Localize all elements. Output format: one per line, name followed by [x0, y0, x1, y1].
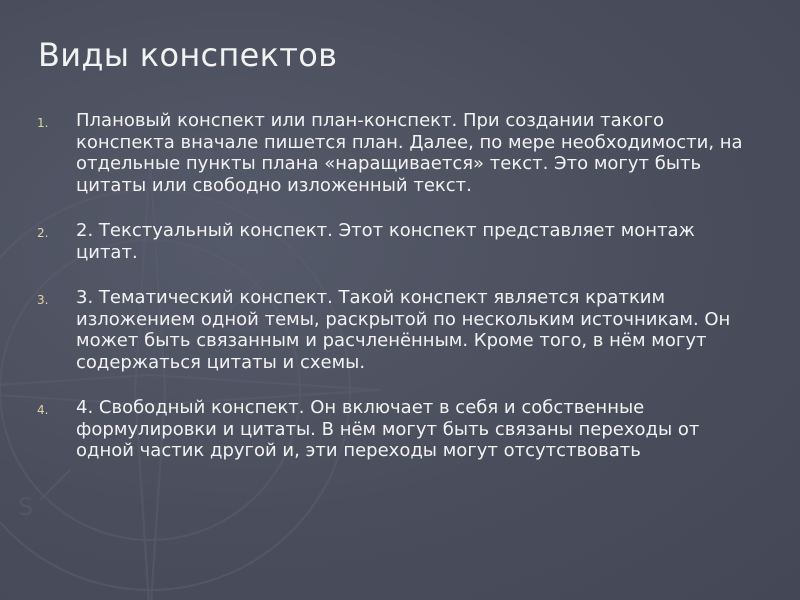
list-item-text: 4. Свободный конспект. Он включает в себя и собственные формулировки и цитаты. В нём могут быть связаны переходы от одной частик другой и, эти переходы могут отсутствовать: [76, 397, 700, 461]
list-item-text: 2. Текстуальный конспект. Этот конспект представляет монтаж цитат.: [76, 220, 695, 263]
svg-text:S: S: [18, 493, 34, 521]
list-item-number: 3.: [37, 293, 49, 307]
list-item-number: 4.: [37, 403, 49, 417]
list-item-text: 3. Тематический конспект. Такой конспект является кратким изложением одной темы, раскрытой по нескольким источникам. Он может быть связанным и расчленённым. Кроме того, в нём могут содержаться цитаты и схемы.: [76, 287, 731, 373]
list-item: [0, 110, 800, 196]
list-item-number: 1.: [37, 116, 49, 130]
content-list: [0, 110, 800, 462]
list-item-text: Плановый конспект или план-конспект. При создании такого конспекта вначале пишется план. Далее, по мере необходимости, на отдельные пункты плана «наращивается» текст. Это могут быть цитаты или свободно изложенный текст.: [76, 110, 743, 196]
list-item-number: 2.: [37, 226, 49, 240]
slide-title: Виды конспектов: [38, 36, 338, 74]
list-item: [0, 397, 800, 462]
list-item: [0, 220, 800, 263]
list-item: [0, 287, 800, 373]
